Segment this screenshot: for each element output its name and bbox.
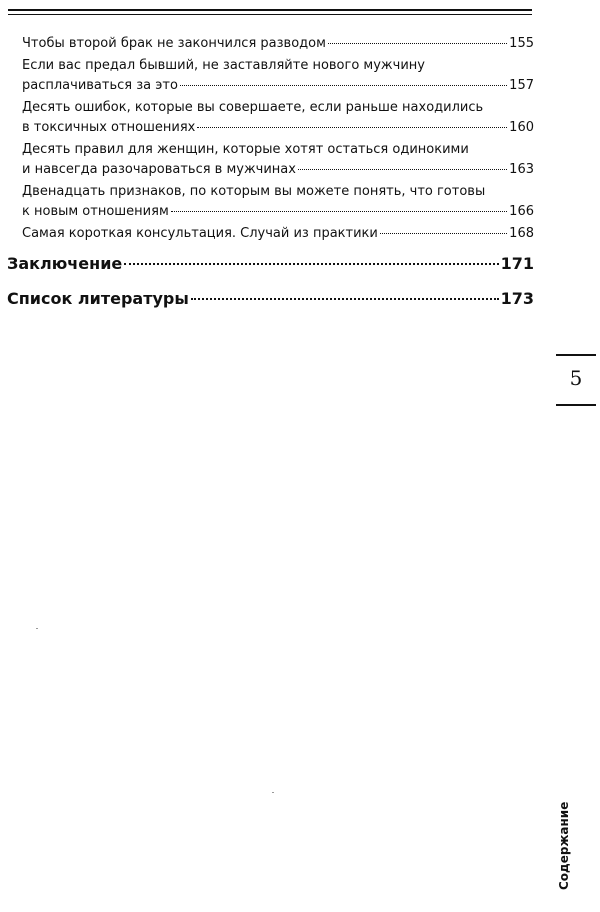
leader-dots [328,43,507,44]
toc-entry[interactable] [22,98,534,138]
toc-entry[interactable] [22,34,534,54]
toc-entry-line [22,34,534,54]
toc-chapter-entry[interactable] [7,253,534,275]
toc-entry-page: 166 [509,204,534,219]
toc-entry-line [22,224,534,244]
toc-entry[interactable] [22,182,534,222]
leader-dots [171,211,507,212]
toc-entry-line [22,160,534,180]
table-of-contents [7,34,534,310]
toc-entry-line [22,118,534,138]
leader-dots [180,85,507,86]
toc-entry[interactable] [22,224,534,244]
paper-speck [36,628,38,629]
toc-entry[interactable] [22,56,534,96]
page-number-rule-bottom [556,404,596,406]
toc-chapter-title: Список литературы [7,289,189,308]
toc-chapter-title: Заключение [7,254,123,273]
top-rule-thin [8,14,532,15]
toc-entry-page: 157 [509,78,534,93]
toc-entry-title-line-1: Десять ошибок, которые вы совершаете, если раньше находились [22,100,484,115]
leader-dots [197,127,507,128]
toc-entry-page: 168 [509,226,534,241]
toc-entry[interactable] [22,140,534,180]
toc-entry-title: Самая короткая консультация. Случай из практики [22,226,378,241]
toc-entry-title-line-1: Двенадцать признаков, по которым вы можете понять, что готовы [22,184,486,199]
toc-entry-title-line-2: в токсичных отношениях [22,120,196,135]
page-number: 5 [569,366,583,390]
toc-chapter-page: 173 [500,289,534,308]
toc-entry-page: 160 [509,120,534,135]
leader-dots [380,233,507,234]
toc-chapter-line [7,253,534,275]
toc-entry-line [22,76,534,96]
toc-chapter-line [7,288,534,310]
toc-entry-page: 155 [509,36,534,51]
toc-entry-line [22,202,534,222]
section-label: Содержание [557,801,571,890]
toc-entry-title-line-1: Если вас предал бывший, не заставляйте нового мужчину [22,58,425,73]
paper-speck [272,792,274,793]
toc-entry-title-line-1: Десять правил для женщин, которые хотят остаться одинокими [22,142,469,157]
toc-entry-title-line-2: к новым отношениям [22,204,169,219]
page-number-marker [556,354,596,406]
leader-dots [124,263,498,265]
toc-entry-title-line-2: расплачиваться за это [22,78,178,93]
toc-chapter-page: 171 [500,254,534,273]
top-rule [8,9,532,11]
toc-chapter-entry[interactable] [7,288,534,310]
toc-entry-title-line-2: и навсегда разочароваться в мужчинах [22,162,296,177]
toc-entry-page: 163 [509,162,534,177]
toc-entry-title: Чтобы второй брак не закончился разводом [22,36,326,51]
leader-dots [298,169,507,170]
leader-dots [191,298,499,300]
